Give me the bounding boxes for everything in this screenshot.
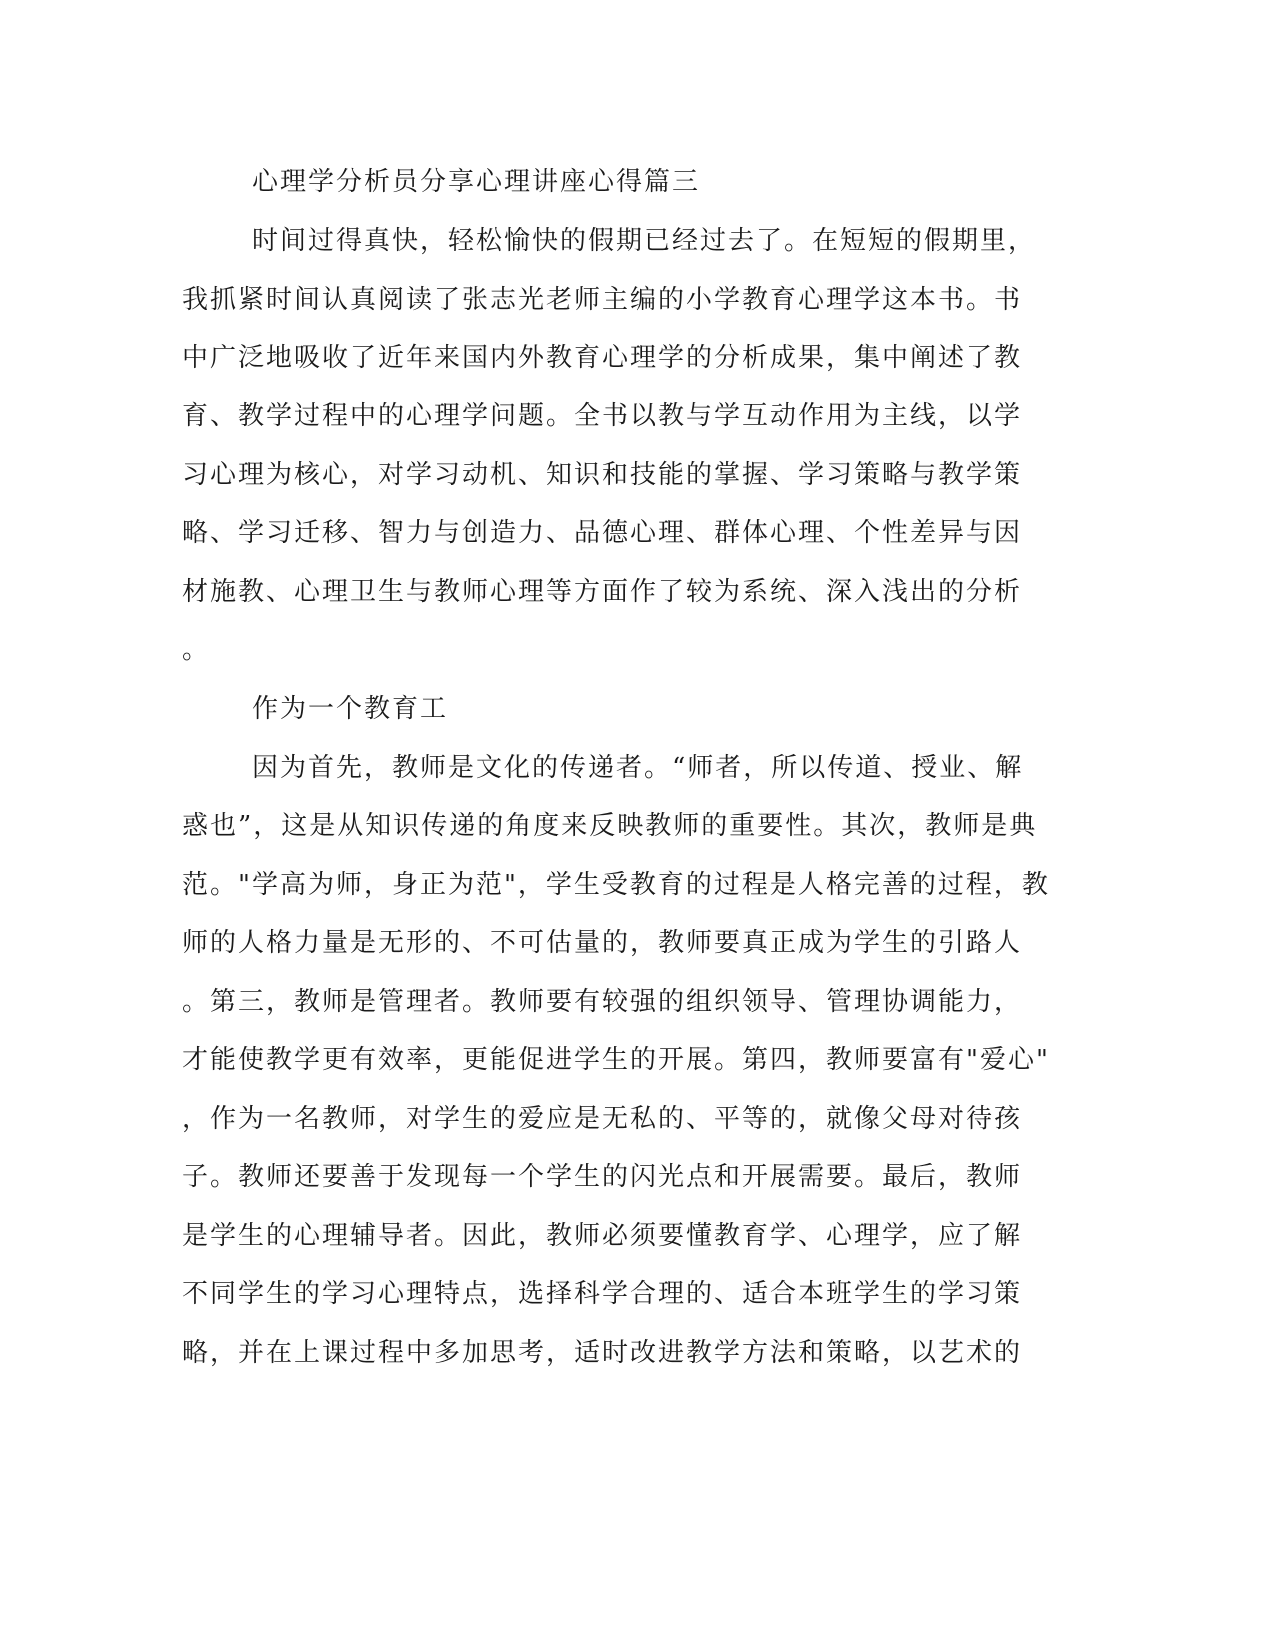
paragraph-1-line-3: 中广泛地吸收了近年来国内外教育心理学的分析成果，集中阐述了教 — [182, 343, 1023, 373]
paragraph-3-line-8: 子。教师还要善于发现每一个学生的闪光点和开展需要。最后，教师 — [182, 1162, 1023, 1192]
paragraph-3-line-6: 才能使教学更有效率，更能促进学生的开展。第四，教师要富有"爱心" — [182, 1045, 1050, 1075]
paragraph-1-line-1: 时间过得真快，轻松愉快的假期已经过去了。在短短的假期里， — [252, 226, 1037, 256]
paragraph-1-line-2: 我抓紧时间认真阅读了张志光老师主编的小学教育心理学这本书。书 — [182, 285, 1023, 315]
paragraph-1-line-8: 。 — [182, 635, 211, 665]
paragraph-3-line-2: 惑也”，这是从知识传递的角度来反映教师的重要性。其次，教师是典 — [182, 811, 1038, 841]
paragraph-1-line-6: 略、学习迁移、智力与创造力、品德心理、群体心理、个性差异与因 — [182, 518, 1023, 548]
paragraph-1-line-4: 育、教学过程中的心理学问题。全书以教与学互动作用为主线，以学 — [182, 401, 1023, 431]
paragraph-3-line-10: 不同学生的学习心理特点，选择科学合理的、适合本班学生的学习策 — [182, 1279, 1023, 1309]
paragraph-3-line-1: 因为首先，教师是文化的传递者。“师者，所以传道、授业、解 — [252, 753, 1024, 783]
paragraph-3-line-4: 师的人格力量是无形的、不可估量的，教师要真正成为学生的引路人 — [182, 928, 1023, 958]
paragraph-3-line-7: ，作为一名教师，对学生的爱应是无私的、平等的，就像父母对待孩 — [182, 1104, 1023, 1134]
paragraph-3-line-3: 范。"学高为师，身正为范"，学生受教育的过程是人格完善的过程，教 — [182, 870, 1050, 900]
paragraph-3-line-9: 是学生的心理辅导者。因此，教师必须要懂教育学、心理学，应了解 — [182, 1221, 1023, 1251]
document-title: 心理学分析员分享心理讲座心得篇三 — [252, 167, 701, 197]
paragraph-3-line-5: 。第三，教师是管理者。教师要有较强的组织领导、管理协调能力， — [182, 987, 1023, 1017]
paragraph-3-line-11: 略，并在上课过程中多加思考，适时改进教学方法和策略，以艺术的 — [182, 1338, 1023, 1368]
paragraph-2-line-1: 作为一个教育工 — [252, 694, 449, 724]
paragraph-1-line-7: 材施教、心理卫生与教师心理等方面作了较为系统、深入浅出的分析 — [182, 577, 1023, 607]
paragraph-1-line-5: 习心理为核心，对学习动机、知识和技能的掌握、学习策略与教学策 — [182, 460, 1023, 490]
